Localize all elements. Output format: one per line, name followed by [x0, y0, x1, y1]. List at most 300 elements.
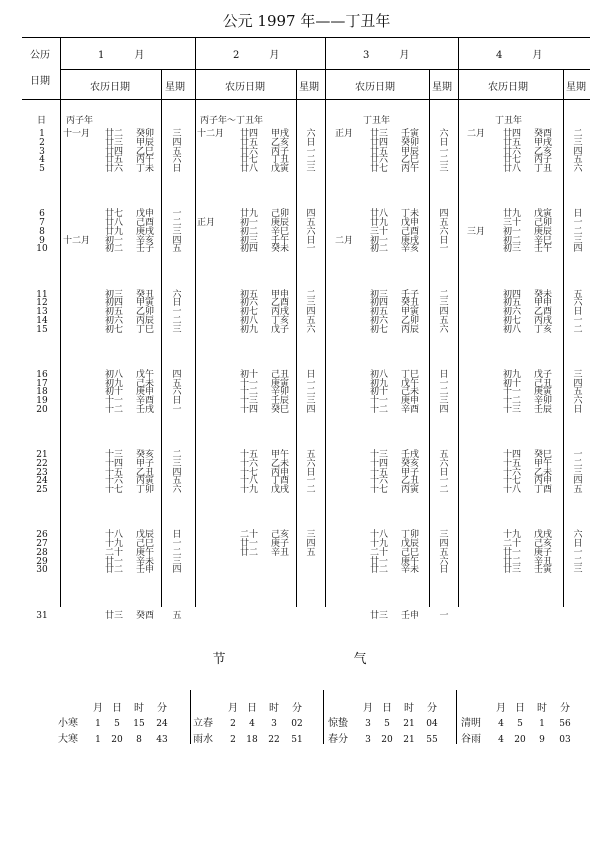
ganzhi: 丙午: [136, 155, 155, 166]
month-marker: 二月: [467, 129, 486, 139]
lunar-day: 廿八: [240, 164, 259, 174]
lunar-day: 十五: [105, 467, 124, 478]
ganzhi: 丁丑: [271, 155, 290, 166]
weekday: 日: [172, 396, 182, 406]
ganzhi: 壬子: [136, 244, 155, 255]
weekday: 日: [439, 369, 449, 380]
lunar-day: 十四: [370, 458, 389, 469]
lunar-day: 初九: [370, 378, 389, 389]
lunar-day: 初二: [240, 226, 259, 237]
weekday: 四: [172, 467, 182, 478]
jieqi-value: 5: [114, 719, 120, 729]
day-number: 11: [36, 289, 48, 300]
lunar-day: 初十: [240, 369, 259, 380]
weekday: 五: [573, 155, 583, 166]
weekday: 三: [172, 458, 182, 469]
weekday: 四: [573, 244, 583, 255]
jieqi-col-header: 分: [157, 703, 167, 714]
lunar-day: 十二: [370, 404, 389, 415]
ganzhi: 庚戌: [136, 226, 155, 237]
weekday: 二: [172, 218, 182, 228]
lunar-day: 初六: [105, 315, 124, 326]
lunar-day: 十七: [370, 485, 389, 495]
lunar-day: 初一: [503, 226, 522, 237]
header-nongli: 农历日期: [355, 82, 395, 93]
jieqi-col-header: 日: [382, 703, 392, 714]
jieqi-value: 5: [384, 719, 390, 729]
table-rule: [458, 37, 459, 607]
ganzhi: 己亥: [271, 530, 290, 541]
ganzhi: 甲子: [401, 467, 420, 478]
ganzhi: 癸亥: [136, 450, 155, 460]
lunar-day: 初九: [503, 369, 522, 380]
jieqi-value: 4: [498, 719, 504, 729]
weekday: 六: [306, 226, 316, 237]
month-marker: 正月: [335, 129, 354, 139]
lunar-day: 初九: [105, 378, 124, 389]
jieqi-value: 21: [403, 719, 415, 729]
weekday: 一: [439, 610, 449, 621]
ganzhi: 癸丑: [136, 289, 155, 300]
lunar-day: 初七: [503, 315, 522, 326]
lunar-day: 廿二: [105, 565, 124, 576]
day-number: 22: [36, 458, 48, 469]
ganzhi: 辛丑: [534, 556, 553, 567]
ganzhi: 戊寅: [534, 209, 553, 220]
weekday: 六: [439, 226, 449, 237]
ganzhi: 乙卯: [401, 315, 420, 326]
jieqi-value: 55: [426, 735, 438, 745]
weekday: 二: [573, 129, 583, 139]
ganzhi: 丙辰: [136, 315, 155, 326]
lunar-day: 初十: [105, 387, 124, 398]
weekday: 五: [172, 476, 182, 487]
weekday: 四: [306, 404, 316, 415]
ganzhi: 己丑: [271, 369, 290, 380]
ganzhi: 丙午: [401, 164, 420, 174]
jieqi-name: 立春: [193, 718, 213, 729]
lunar-day: 十四: [503, 450, 522, 460]
ganzhi: 壬午: [534, 244, 553, 255]
lunar-day: 廿七: [105, 209, 124, 220]
jieqi-value: 51: [291, 735, 303, 745]
day-number: 9: [39, 235, 45, 246]
year-label: 丙子年～丁丑年: [200, 116, 264, 126]
ganzhi: 丙子: [271, 146, 290, 157]
lunar-day: 初四: [105, 298, 124, 309]
lunar-day: 十三: [240, 396, 259, 406]
ganzhi: 壬午: [271, 235, 290, 246]
header-xingqi: 星期: [566, 82, 586, 93]
lunar-day: 三十: [503, 218, 522, 228]
ganzhi: 癸丑: [401, 298, 420, 309]
lunar-day: 十二: [503, 396, 522, 406]
ganzhi: 丙寅: [136, 476, 155, 487]
weekday: 三: [306, 530, 316, 541]
weekday: 四: [573, 378, 583, 389]
jieqi-value: 56: [559, 719, 571, 729]
weekday: 三: [573, 235, 583, 246]
ganzhi: 乙未: [271, 458, 290, 469]
day-number: 17: [36, 378, 48, 389]
day-number: 31: [36, 610, 48, 621]
jieqi-name: 春分: [328, 734, 348, 745]
weekday: 二: [573, 324, 583, 335]
jieqi-value: 3: [271, 719, 277, 729]
weekday: 三: [573, 137, 583, 148]
lunar-day: 廿八: [503, 164, 522, 174]
header-month: 2 月: [233, 50, 280, 61]
weekday: 二: [439, 289, 449, 300]
ganzhi: 丁未: [136, 164, 155, 174]
weekday: 五: [306, 218, 316, 228]
ganzhi: 庚子: [534, 547, 553, 558]
ganzhi: 丁酉: [271, 476, 290, 487]
lunar-day: 十四: [105, 458, 124, 469]
jieqi-col-header: 分: [292, 703, 302, 714]
weekday: 日: [573, 539, 583, 549]
jieqi-col-header: 时: [537, 703, 547, 714]
lunar-day: 三十: [370, 226, 389, 237]
weekday: 日: [306, 137, 316, 148]
lunar-day: 初九: [240, 324, 259, 335]
weekday: 五: [439, 218, 449, 228]
weekday: 六: [172, 387, 182, 398]
day-label: 日: [37, 116, 47, 126]
lunar-day: 廿五: [105, 155, 124, 166]
weekday: 五: [172, 244, 182, 255]
ganzhi: 丙辰: [401, 324, 420, 335]
lunar-day: 初六: [240, 298, 259, 309]
weekday: 一: [306, 378, 316, 389]
weekday: 日: [573, 404, 583, 415]
weekday: 日: [439, 467, 449, 478]
jieqi-value: 03: [559, 735, 571, 745]
jieqi-name: 雨水: [193, 734, 213, 745]
ganzhi: 丁卯: [401, 530, 420, 541]
jieqi-value: 8: [136, 735, 142, 745]
weekday: 五: [439, 450, 449, 460]
day-number: 16: [36, 369, 48, 380]
jieqi-value: 18: [246, 735, 258, 745]
lunar-day: 廿七: [370, 164, 389, 174]
table-rule: [563, 69, 564, 607]
weekday: 一: [439, 476, 449, 487]
lunar-day: 廿一: [370, 556, 389, 567]
lunar-day: 廿八: [105, 218, 124, 228]
weekday: 三: [172, 129, 182, 139]
ganzhi: 丙戌: [534, 315, 553, 326]
weekday: 三: [306, 396, 316, 406]
lunar-day: 廿一: [240, 539, 259, 549]
lunar-day: 十九: [105, 539, 124, 549]
jieqi-value: 2: [230, 735, 236, 745]
weekday: 二: [306, 387, 316, 398]
weekday: 六: [573, 396, 583, 406]
header-xingqi: 星期: [165, 82, 185, 93]
day-number: 14: [36, 315, 48, 326]
month-marker: 十二月: [197, 129, 225, 139]
jieqi-col-header: 时: [134, 703, 144, 714]
lunar-day: 初五: [370, 307, 389, 317]
lunar-day: 廿三: [503, 565, 522, 576]
lunar-day: 初一: [240, 218, 259, 228]
lunar-day: 初三: [105, 289, 124, 300]
weekday: 六: [573, 164, 583, 174]
lunar-day: 十五: [240, 450, 259, 460]
weekday: 六: [439, 324, 449, 335]
ganzhi: 壬寅: [534, 565, 553, 576]
lunar-day: 十六: [370, 476, 389, 487]
day-number: 13: [36, 307, 48, 317]
jieqi-title: 节 气: [212, 652, 401, 667]
weekday: 六: [306, 324, 316, 335]
lunar-day: 十九: [503, 530, 522, 541]
weekday: 日: [439, 137, 449, 148]
jieqi-value: 3: [365, 735, 371, 745]
weekday: 五: [573, 485, 583, 495]
lunar-day: 初三: [370, 289, 389, 300]
lunar-day: 廿四: [503, 129, 522, 139]
header-riqi: 日期: [30, 76, 50, 87]
jieqi-col-header: 日: [515, 703, 525, 714]
lunar-day: 初七: [240, 307, 259, 317]
lunar-day: 廿九: [503, 209, 522, 220]
jieqi-value: 2: [230, 719, 236, 729]
page-title: 公元 1997 年——丁丑年: [222, 12, 391, 30]
header-xingqi: 星期: [432, 82, 452, 93]
lunar-day: 二十: [105, 547, 124, 558]
lunar-day: 初八: [370, 369, 389, 380]
weekday: 日: [172, 298, 182, 309]
weekday: 五: [172, 378, 182, 389]
ganzhi: 甲戌: [271, 129, 290, 139]
day-number: 27: [36, 539, 48, 549]
lunar-day: 十九: [370, 539, 389, 549]
header-nongli: 农历日期: [225, 82, 265, 93]
weekday: 四: [573, 476, 583, 487]
lunar-day: 廿六: [240, 146, 259, 157]
jieqi-name: 清明: [461, 718, 481, 729]
weekday: 一: [172, 404, 182, 415]
jieqi-col-header: 时: [404, 703, 414, 714]
ganzhi: 丁卯: [136, 485, 155, 495]
weekday: 一: [439, 244, 449, 255]
weekday: 三: [172, 226, 182, 237]
weekday: 五: [573, 289, 583, 300]
ganzhi: 己酉: [136, 218, 155, 228]
jieqi-value: 4: [249, 719, 255, 729]
lunar-day: 十六: [105, 476, 124, 487]
ganzhi: 戊辰: [401, 539, 420, 549]
ganzhi: 甲寅: [136, 298, 155, 309]
table-rule: [456, 690, 457, 744]
lunar-day: 初四: [503, 289, 522, 300]
weekday: 四: [172, 235, 182, 246]
ganzhi: 甲午: [534, 458, 553, 469]
month-marker: 十二月: [63, 235, 91, 246]
weekday: 五: [306, 547, 316, 558]
lunar-day: 十六: [240, 458, 259, 469]
weekday: 四: [306, 209, 316, 220]
ganzhi: 戊戌: [534, 530, 553, 541]
month-marker: 正月: [197, 218, 216, 228]
weekday: 一: [573, 315, 583, 326]
ganzhi: 甲申: [534, 298, 553, 309]
ganzhi: 戊午: [401, 378, 420, 389]
weekday: 五: [306, 450, 316, 460]
jieqi-value: 1: [539, 719, 545, 729]
weekday: 四: [439, 307, 449, 317]
ganzhi: 戊午: [136, 369, 155, 380]
weekday: 日: [573, 209, 583, 220]
lunar-day: 初五: [503, 298, 522, 309]
day-number: 4: [39, 155, 45, 166]
lunar-day: 初十: [503, 378, 522, 389]
day-number: 8: [39, 226, 45, 237]
ganzhi: 乙酉: [534, 307, 553, 317]
day-number: 18: [36, 387, 48, 398]
jieqi-col-header: 分: [427, 703, 437, 714]
table-rule: [325, 37, 326, 607]
year-label: 丙子年: [66, 116, 94, 126]
ganzhi: 辛亥: [401, 244, 420, 255]
weekday: 一: [573, 450, 583, 460]
lunar-day: 十四: [240, 404, 259, 415]
table-rule: [161, 69, 162, 607]
jieqi-value: 1: [95, 719, 101, 729]
weekday: 一: [172, 209, 182, 220]
ganzhi: 甲辰: [136, 137, 155, 148]
table-rule: [296, 69, 297, 607]
ganzhi: 丁巳: [401, 369, 420, 380]
ganzhi: 乙亥: [271, 137, 290, 148]
lunar-day: 廿二: [105, 129, 124, 139]
ganzhi: 丙申: [534, 476, 553, 487]
ganzhi: 癸亥: [401, 458, 420, 469]
ganzhi: 辛丑: [271, 547, 290, 558]
lunar-day: 初十: [370, 387, 389, 398]
table-rule: [429, 69, 430, 607]
ganzhi: 丁丑: [534, 164, 553, 174]
weekday: 一: [306, 146, 316, 157]
lunar-day: 十七: [240, 467, 259, 478]
weekday: 六: [439, 556, 449, 567]
day-number: 15: [36, 324, 48, 335]
jieqi-value: 9: [539, 735, 545, 745]
weekday: 一: [573, 218, 583, 228]
jieqi-name: 大寒: [58, 734, 78, 745]
ganzhi: 庚申: [401, 396, 420, 406]
ganzhi: 庚子: [271, 539, 290, 549]
weekday: 二: [306, 485, 316, 495]
ganzhi: 丙子: [534, 155, 553, 166]
weekday: 三: [439, 530, 449, 541]
day-number: 24: [36, 476, 48, 487]
lunar-day: 廿四: [240, 129, 259, 139]
weekday: 六: [573, 530, 583, 541]
ganzhi: 壬申: [401, 610, 420, 621]
ganzhi: 癸巳: [534, 450, 553, 460]
ganzhi: 辛未: [401, 565, 420, 576]
ganzhi: 甲午: [271, 450, 290, 460]
weekday: 一: [306, 244, 316, 255]
lunar-day: 廿五: [503, 137, 522, 148]
weekday: 三: [439, 298, 449, 309]
ganzhi: 乙酉: [271, 298, 290, 309]
ganzhi: 戊子: [534, 369, 553, 380]
lunar-day: 十六: [503, 467, 522, 478]
lunar-day: 初八: [105, 369, 124, 380]
jieqi-value: 3: [365, 719, 371, 729]
ganzhi: 辛巳: [271, 226, 290, 237]
day-number: 20: [36, 404, 48, 415]
lunar-day: 初八: [240, 315, 259, 326]
ganzhi: 己亥: [534, 539, 553, 549]
jieqi-value: 1: [95, 735, 101, 745]
ganzhi: 辛酉: [401, 404, 420, 415]
weekday: 六: [573, 298, 583, 309]
header-month: 4 月: [496, 50, 543, 61]
day-number: 6: [39, 209, 45, 220]
day-number: 26: [36, 530, 48, 541]
ganzhi: 壬寅: [401, 129, 420, 139]
jieqi-value: 24: [156, 719, 168, 729]
lunar-day: 廿七: [240, 155, 259, 166]
lunar-day: 廿九: [240, 209, 259, 220]
header-gongli: 公历: [30, 50, 50, 61]
day-number: 3: [39, 146, 45, 157]
ganzhi: 己未: [401, 387, 420, 398]
lunar-day: 廿三: [370, 610, 389, 621]
ganzhi: 己卯: [534, 218, 553, 228]
weekday: 一: [306, 476, 316, 487]
weekday: 六: [306, 129, 316, 139]
weekday: 二: [573, 556, 583, 567]
header-xingqi: 星期: [299, 82, 319, 93]
ganzhi: 庚戌: [401, 235, 420, 246]
ganzhi: 甲戌: [534, 137, 553, 148]
weekday: 二: [439, 387, 449, 398]
weekday: 一: [172, 539, 182, 549]
jieqi-value: 20: [514, 735, 526, 745]
lunar-day: 十一: [503, 387, 522, 398]
ganzhi: 己未: [136, 378, 155, 389]
weekday: 三: [306, 164, 316, 174]
ganzhi: 癸酉: [136, 610, 155, 621]
lunar-day: 廿六: [370, 155, 389, 166]
ganzhi: 癸未: [271, 244, 290, 255]
ganzhi: 己巳: [136, 539, 155, 549]
weekday: 三: [573, 369, 583, 380]
weekday: 五: [172, 146, 182, 157]
weekday: 六: [306, 458, 316, 469]
ganzhi: 庚辰: [534, 226, 553, 237]
ganzhi: 丁酉: [534, 485, 553, 495]
lunar-day: 廿六: [503, 146, 522, 157]
jieqi-value: 22: [268, 735, 280, 745]
day-number: 23: [36, 467, 48, 478]
lunar-day: 廿四: [370, 137, 389, 148]
jieqi-col-header: 月: [363, 703, 373, 714]
lunar-day: 廿八: [370, 209, 389, 220]
day-number: 5: [39, 164, 45, 174]
lunar-day: 廿七: [503, 155, 522, 166]
day-number: 7: [39, 218, 45, 228]
weekday: 四: [306, 539, 316, 549]
lunar-day: 十一: [240, 378, 259, 389]
lunar-day: 二十: [240, 530, 259, 541]
